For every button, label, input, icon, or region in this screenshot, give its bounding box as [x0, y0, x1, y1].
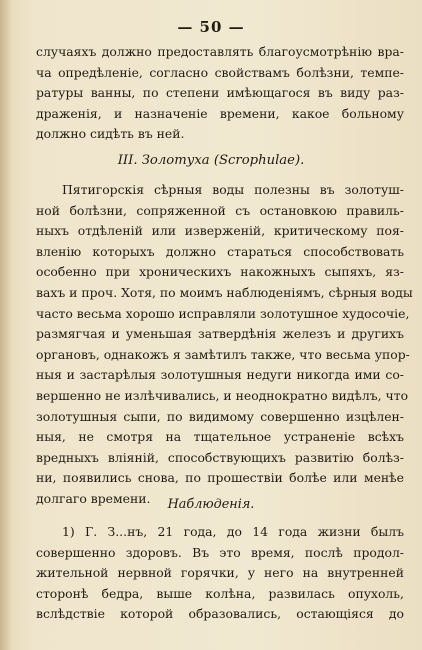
text-line: вслѣдствіе которой образовались, остающіяся до: [36, 606, 404, 622]
text-line: долгаго времени.: [36, 490, 151, 506]
text-line: вахъ и проч. Хотя, по моимъ наблюденіямъ, сѣрныя воды: [36, 284, 413, 300]
text-line: ныхъ отдѣленій или изверженій, критическому поя-: [36, 223, 404, 239]
text-line: Пятигорскія сѣрныя воды полезны въ золотуш-: [62, 182, 404, 197]
text-line: особенно при хроническихъ накожныхъ сыпяхъ, яз-: [36, 264, 404, 280]
text-line: золотушныя сыпи, по видимому совершенно изцѣлен-: [36, 408, 404, 424]
page-gutter-shadow: [0, 0, 12, 650]
text-line: ратуры ванны, по степени имѣющагося въ виду раз-: [36, 85, 404, 101]
text-line: ныя и застарѣлыя золотушныя недуги никогда ими со-: [36, 367, 404, 383]
paragraph-top: [36, 42, 404, 145]
text-line: сторонѣ бедра, выше колѣна, развилась опухоль,: [36, 585, 404, 601]
text-line: вершенно не излѣчивались, и неоднократно видѣлъ, что: [36, 387, 409, 403]
text-line: вредныхъ вліяній, способствующихъ развитію болѣз-: [36, 449, 404, 465]
text-line: совершенно здоровъ. Въ это время, послѣ продол-: [36, 544, 404, 560]
text-line: должно сидѣть въ ней.: [36, 126, 185, 142]
text-line: ни, появились снова, по прошествіи болѣе или менѣе: [36, 470, 404, 486]
text-line: 1) Г. З...нъ, 21 года, до 14 года жизни былъ: [62, 524, 404, 539]
text-line: ча опредѣленіе, согласно свойствамъ болѣзни, темпе-: [36, 64, 404, 80]
paragraph-main: [36, 180, 413, 510]
text-line: драженія, и назначеніе времени, какое больному: [36, 105, 404, 121]
text-line: случаяхъ должно предоставлять благоусмотрѣнію вра-: [36, 44, 404, 59]
text-line: вленію которыхъ должно стараться способствовать: [36, 243, 404, 259]
text-line: часто весьма хорошо исправляли золотушное худосочіе,: [36, 305, 410, 321]
paragraph-observations: [36, 522, 404, 625]
text-line: жительной нервной горячки, у него на внутренней: [36, 565, 404, 581]
text-line: органовъ, однакожъ я замѣтилъ также, что весьма упор-: [36, 346, 410, 362]
text-line: ной болѣзни, сопряженной съ остановкою правиль-: [36, 202, 404, 218]
page-number: — 50 —: [177, 18, 245, 36]
text-line: размягчая и уменьшая затвердѣнія железъ и другихъ: [36, 326, 404, 342]
observations-heading: Наблюденія.: [167, 497, 255, 512]
section-heading: III. Золотуха (Scrophulae).: [117, 153, 305, 168]
text-line: ныя, не смотря на тщательное устраненіе всѣхъ: [36, 429, 404, 445]
